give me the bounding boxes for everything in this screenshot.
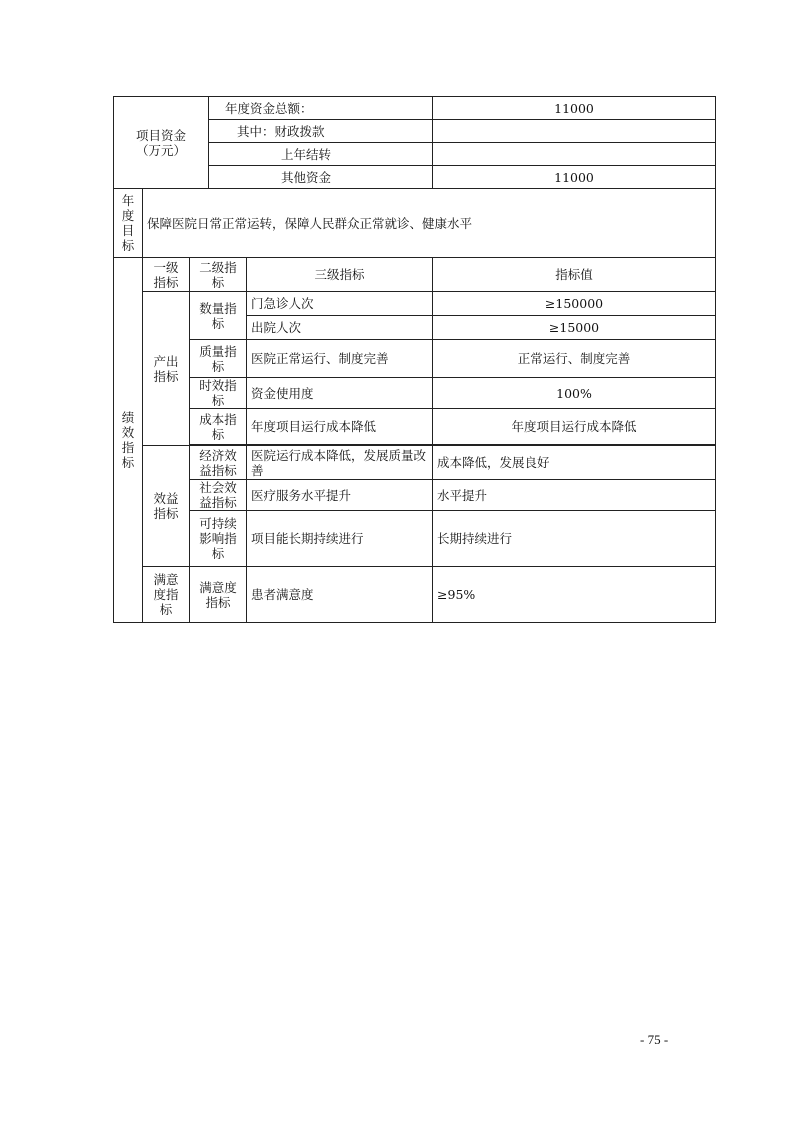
- cost-label: 成本指标: [190, 409, 247, 445]
- economic-name: 医院运行成本降低，发展质量改善: [247, 446, 433, 480]
- funds-label-line1: 项目资金: [135, 127, 186, 143]
- quality-value: 正常运行、制度完善: [433, 340, 716, 378]
- funds-other-value: 11000: [433, 166, 716, 189]
- satisfaction-value: ≥95%: [433, 567, 716, 623]
- funds-total-value: 11000: [433, 97, 716, 120]
- funds-carryover-value: [433, 143, 716, 166]
- header-level1: 一级指标: [143, 258, 190, 292]
- performance-label: 绩效指标: [114, 258, 143, 623]
- annual-goal-label: 年度目标: [114, 189, 143, 258]
- page-number: - 75 -: [640, 1032, 669, 1047]
- performance-target-table: [113, 96, 716, 623]
- funds-label-cell: [114, 97, 209, 189]
- satisfaction-label: 满意度指标: [143, 567, 190, 623]
- funds-carryover-label: 上年结转: [209, 143, 433, 166]
- timeliness-value: 100%: [433, 378, 716, 409]
- social-label: 社会效益指标: [190, 480, 247, 511]
- cost-name: 年度项目运行成本降低: [247, 409, 433, 445]
- quantity-label: 数量指标: [190, 292, 247, 340]
- sustain-value: 长期持续进行: [433, 511, 716, 567]
- benefit-label: 效益指标: [143, 446, 190, 567]
- satisfaction-sub-label: 满意度指标: [190, 567, 247, 623]
- social-name: 医疗服务水平提升: [247, 480, 433, 511]
- quantity-row-2-value: ≥15000: [433, 316, 716, 340]
- satisfaction-name: 患者满意度: [247, 567, 433, 623]
- social-value: 水平提升: [433, 480, 716, 511]
- sustain-label: 可持续影响指标: [190, 511, 247, 567]
- economic-label: 经济效益指标: [190, 446, 247, 480]
- funds-fiscal-label: 其中：财政拨款: [209, 120, 433, 143]
- quality-name: 医院正常运行、制度完善: [247, 340, 433, 378]
- funds-other-label: 其他资金: [209, 166, 433, 189]
- funds-total-label: 年度资金总额：: [209, 97, 433, 120]
- header-level3: 三级指标: [247, 258, 433, 292]
- sustain-name: 项目能长期持续进行: [247, 511, 433, 567]
- timeliness-name: 资金使用度: [247, 378, 433, 409]
- quantity-row-1-name: 门急诊人次: [247, 292, 433, 316]
- funds-label-line2: （万元）: [135, 142, 186, 158]
- quantity-row-1-value: ≥150000: [433, 292, 716, 316]
- header-value: 指标值: [433, 258, 716, 292]
- header-level2: 二级指标: [190, 258, 247, 292]
- timeliness-label: 时效指标: [190, 378, 247, 409]
- economic-value: 成本降低，发展良好: [433, 446, 716, 480]
- cost-value: 年度项目运行成本降低: [433, 409, 716, 445]
- quality-label: 质量指标: [190, 340, 247, 378]
- quantity-row-2-name: 出院人次: [247, 316, 433, 340]
- output-label: 产出指标: [143, 292, 190, 446]
- funds-fiscal-value: [433, 120, 716, 143]
- annual-goal-text: 保障医院日常正常运转，保障人民群众正常就诊、健康水平: [143, 189, 716, 258]
